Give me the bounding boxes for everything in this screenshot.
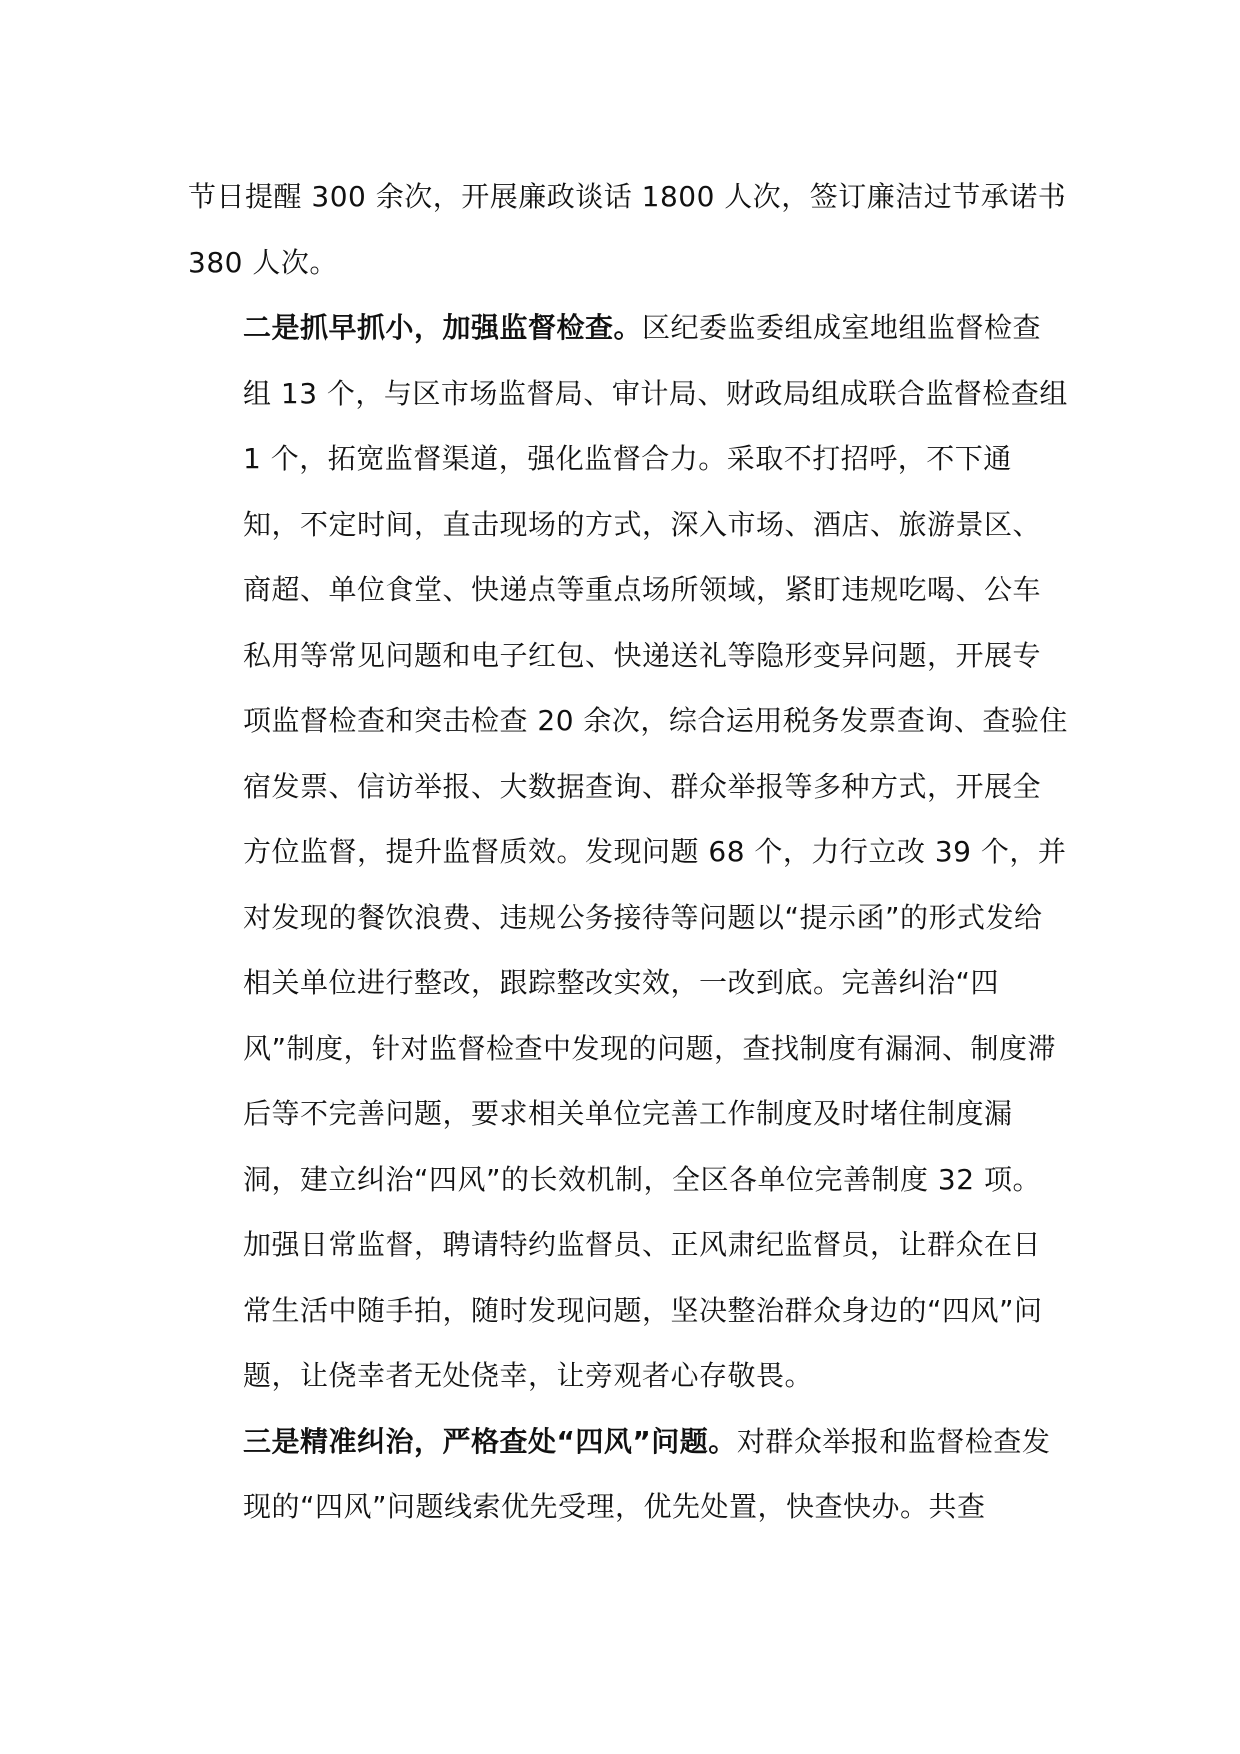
paragraph-text: 节日提醒 300 余次，开展廉政谈话 1800 人次，签订廉洁过节承诺书 380 人次。: [188, 180, 1067, 279]
paragraph-continuation: [188, 164, 1068, 295]
paragraph-text: 区纪委监委组成室地组监督检查组 13 个，与区市场监督局、审计局、财政局组成联合监督检查组 1 个，拓宽监督渠道，强化监督合力。采取不打招呼，不下通知，不定时间，直击现场的方式，深入市场、酒店、旅游景区、商超、单位食堂、快递点等重点场所领域，紧盯违规吃喝、公车私用等常见问题和电子红包、快递送礼等隐形变异问题，开展专项监督检查和突击检查 20 余次，综合运用税务发票查询、查验住宿发票、信访举报、大数据查询、群众举报等多种方式，开展全方位监督，提升监督质效。发现问题 68 个，力行立改 39 个，并对发现的餐饮浪费、违规公务接待等问题以“提示函”的形式发给相关单位进行整改，跟踪整改实效，一改到底。完善纠治“四风”制度，针对监督检查中发现的问题，查找制度有漏洞、制度滞后等不完善问题，要求相关单位完善工作制度及时堵住制度漏洞，建立纠治“四风”的长效机制，全区各单位完善制度 32 项。加强日常监督，聘请特约监督员、正风肃纪监督员，让群众在日常生活中随手拍，随时发现问题，坚决整治群众身边的“四风”问题，让侥幸者无处侥幸，让旁观者心存敬畏。: [243, 311, 1068, 1392]
paragraph-heading: 二是抓早抓小，加强监督检查。: [243, 311, 643, 344]
paragraph-heading: 三是精准纠治，严格查处“四风”问题。: [243, 1424, 737, 1458]
paragraph-four-winds: [188, 1409, 1068, 1540]
paragraph-text: 对群众举报和监督检查发现的“四风”问题线索优先受理，优先处置，快查快办。共查: [243, 1424, 1051, 1523]
paragraph-supervision: [188, 295, 1068, 1409]
document-page: [188, 164, 1068, 1540]
